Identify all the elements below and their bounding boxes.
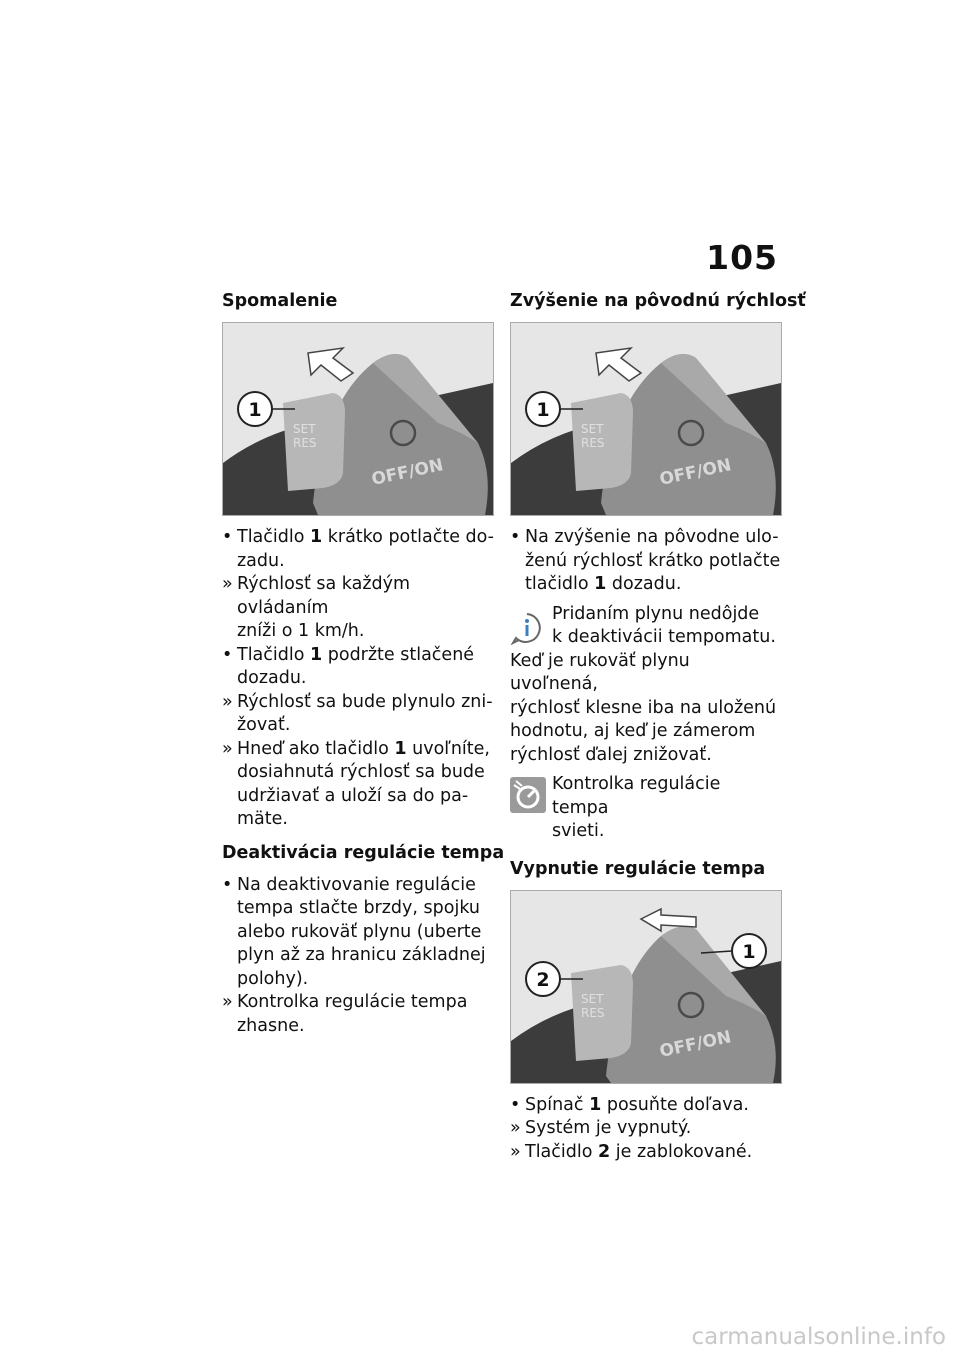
off-on-label: OFF/ON	[657, 1026, 734, 1062]
reference-number: 1	[589, 1094, 602, 1115]
set-label: SET	[293, 422, 316, 436]
left-column	[222, 290, 505, 1038]
reference-number: 1	[310, 644, 323, 665]
list-deaktivacia	[222, 874, 494, 1039]
list-item	[222, 738, 494, 832]
list-marker: »	[222, 738, 233, 759]
list-text: Tlačidlo	[525, 1141, 598, 1162]
callout-number-1: 1	[248, 399, 262, 421]
heading-zvysenie: Zvýšenie na pôvodnú rýchlosť	[510, 291, 806, 311]
list-marker: •	[510, 527, 521, 547]
list-item	[222, 874, 494, 992]
list-item	[222, 526, 494, 573]
list-marker: »	[222, 574, 233, 594]
res-label: RES	[293, 436, 317, 450]
figure-set-res-switch-2	[510, 322, 782, 516]
list-item	[510, 526, 782, 597]
list-item	[222, 991, 494, 1038]
list-item	[510, 1117, 782, 1141]
list-text: uvoľníte, dosiahnutá rýchlosť sa bude udržiavať a uloží sa do pa- mäte.	[237, 738, 490, 829]
res-label: RES	[581, 436, 605, 450]
reference-number: 2	[598, 1141, 611, 1162]
list-text: Na zvýšenie na pôvodne ulo- ženú rýchlosť krátko potlačte tlačidlo	[525, 527, 781, 594]
page-number: 105	[706, 238, 778, 277]
list-marker: »	[510, 1141, 521, 1162]
list-marker: »	[222, 691, 233, 712]
reference-number: 1	[394, 738, 407, 759]
cruise-control-indicator-icon	[510, 777, 546, 821]
list-text: je zablokované.	[610, 1141, 753, 1162]
list-marker: •	[222, 527, 233, 547]
set-label: SET	[581, 422, 604, 436]
list-text: Spínač	[525, 1094, 590, 1115]
list-text: Na deaktivovanie regulácie tempa stlačte brzdy, spojku alebo rukoväť plynu (uberte plyn až za hranicu základnej polohy).	[237, 874, 486, 989]
list-zvysenie	[510, 526, 782, 597]
list-text: Kontrolka regulácie tempa zhasne.	[237, 992, 468, 1036]
list-marker: »	[510, 1118, 521, 1138]
heading-spomalenie: Spomalenie	[222, 291, 338, 311]
watermark: carmanualsonline.info	[691, 1324, 946, 1350]
info-icon	[510, 611, 544, 653]
right-column	[510, 290, 806, 1164]
res-label: RES	[581, 1005, 605, 1020]
info-note-text: Pridaním plynu nedôjde k deaktivácii tempomatu.	[552, 603, 776, 647]
info-note-continued: Keď je rukoväť plynu uvoľnená, rýchlosť klesne iba na uloženú hodnotu, aj keď je zámerom rýchlosť ďalej znižovať.	[510, 650, 777, 765]
indicator-note	[510, 773, 782, 844]
figure-off-on-switch	[510, 890, 782, 1084]
indicator-note-text: Kontrolka regulácie tempa svieti.	[552, 774, 721, 841]
list-spomalenie	[222, 526, 494, 832]
callout-number-1: 1	[742, 940, 756, 963]
list-text: Rýchlosť sa bude plynulo zni- žovať.	[237, 691, 493, 735]
list-marker: •	[222, 644, 233, 665]
figure-set-res-switch	[222, 322, 494, 516]
heading-deaktivacia: Deaktivácia regulácie tempa	[222, 842, 505, 863]
list-text: Tlačidlo	[237, 527, 310, 547]
off-on-label: OFF/ON	[657, 455, 734, 490]
list-item	[222, 691, 494, 738]
list-text: podržte stlačené dozadu.	[237, 644, 475, 688]
reference-number: 1	[310, 527, 323, 547]
set-label: SET	[581, 991, 604, 1006]
reference-number: 1	[594, 574, 607, 594]
list-vypnutie	[510, 1094, 782, 1165]
callout-number-1: 1	[536, 399, 550, 421]
list-text: Rýchlosť sa každým ovládaním zníži o 1 km/h.	[237, 574, 411, 641]
list-text: Hneď ako tlačidlo	[237, 738, 395, 759]
list-item	[510, 1141, 782, 1165]
list-marker: •	[510, 1094, 521, 1115]
list-item	[222, 644, 494, 691]
info-note	[510, 603, 782, 650]
list-text: dozadu.	[606, 574, 682, 594]
list-text: krátko potlačte do- zadu.	[237, 527, 494, 571]
callout-number-2: 2	[536, 968, 550, 991]
list-marker: »	[222, 992, 233, 1012]
list-marker: •	[222, 874, 233, 895]
list-item	[510, 1094, 782, 1118]
list-item	[222, 573, 494, 644]
list-text: Systém je vypnutý.	[525, 1118, 692, 1138]
list-text: posuňte doľava.	[601, 1094, 749, 1115]
list-text: Tlačidlo	[237, 644, 310, 665]
off-on-label: OFF/ON	[369, 455, 446, 490]
heading-vypnutie: Vypnutie regulácie tempa	[510, 858, 766, 879]
